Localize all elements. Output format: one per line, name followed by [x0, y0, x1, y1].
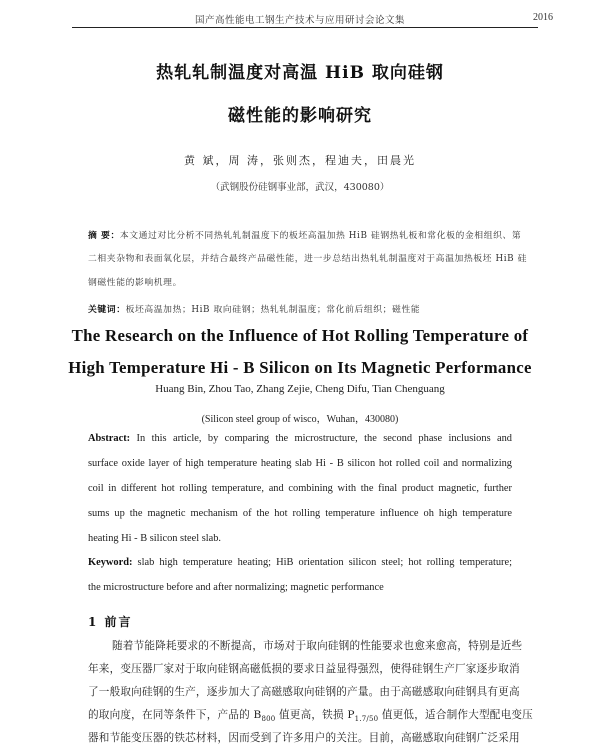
- affiliation-en: (Silicon steel group of wisco，Wuhan，430080): [201, 414, 399, 425]
- abstract-cn-line1: [88, 228, 521, 241]
- header-rule: [72, 27, 538, 28]
- abstract-en-line1: [88, 433, 512, 444]
- title-en-line2: High Temperature Hi - B Silicon on Its Magnetic Performance: [68, 358, 532, 377]
- title-cn-line2: 磁性能的影响研究: [228, 106, 372, 126]
- running-header: 国产高性能电工钢生产技术与应用研讨会论文集: [194, 16, 405, 26]
- body-line1: 随着节能降耗要求的不断提高，市场对于取向硅钢的性能要求也愈来愈高，特别是近些: [112, 640, 523, 652]
- body-line4-c: 值更高，铁损 P: [275, 709, 355, 721]
- keywords-cn-label: 关键词：: [88, 305, 126, 315]
- abstract-en-line5: heating Hi - B silicon steel slab.: [88, 533, 222, 544]
- keywords-en-text: slab high temperature heating; HiB orientation silicon steel; hot rolling temperature;: [137, 557, 512, 568]
- body-line2: 年来，变压器厂家对于取向硅钢高磁低损的要求日益显得强烈，使得硅钢生产厂家逐步取消: [88, 663, 520, 675]
- authors-cn: 黄 斌，周 涛，张则杰，程迪夫，田晨光: [184, 154, 416, 167]
- body-line4-a: 的取向度，在同等条件下，产品的 B: [88, 709, 262, 721]
- abstract-en-line2: surface oxide layer of high temperature heating slab Hi - B silicon hot rolled coil and normalizing: [88, 458, 512, 469]
- keywords-cn-text: 板坯高温加热；HiB 取向硅钢；热轧轧制温度；常化前后组织；磁性能: [125, 305, 421, 315]
- abstract-cn-label: 摘 要：: [88, 231, 120, 241]
- body-line5: 器和节能变压器的铁芯材料，因而受到了许多用户的关注。目前，高磁感取向硅钢广泛采用: [88, 732, 520, 744]
- section-heading: 1 前言: [88, 615, 133, 629]
- abstract-en-text: In this article, by comparing the microstructure, the second phase inclusions and: [136, 433, 512, 444]
- p-subscript: 1.7/50: [354, 715, 379, 724]
- keywords-en-label: Keyword:: [88, 557, 133, 568]
- abstract-cn-line2: 二相夹杂物和表面氧化层，并结合最终产品磁性能，进一步总结出热轧轧制温度对于高温加热板坯 HiB 硅: [88, 254, 528, 264]
- keywords-en-line1: [88, 557, 512, 568]
- body-line4-e: 值更低，适合制作大型配电变压: [378, 709, 533, 721]
- title-en-line1: The Research on the Influence of Hot Rolling Temperature of: [71, 326, 529, 345]
- title-cn-line1: 热轧轧制温度对高温 HiB 取向硅钢: [156, 63, 444, 83]
- abstract-en-line3: coil in different hot rolling temperature, and combining with the final product magnetic, further: [88, 483, 512, 494]
- abstract-en-line4: sums up the magnetic mechanism of the hot rolling temperature influence oh high temperature: [88, 508, 512, 519]
- body-line3: 了一般取向硅钢的生产，逐步加大了高磁感取向硅钢的产量。由于高磁感取向硅钢具有更高: [88, 686, 520, 698]
- keywords-cn: [88, 302, 420, 315]
- b800-subscript: 800: [261, 715, 276, 724]
- abstract-cn-line3: 钢磁性能的影响机理。: [88, 278, 182, 288]
- abstract-cn-text: 本文通过对比分析不同热轧轧制温度下的板坯高温加热 HiB 硅钢热轧板和常化板的金相组织、第: [119, 231, 522, 241]
- authors-en: Huang Bin, Zhou Tao, Zhang Zejie, Cheng Difu, Tian Chenguang: [155, 383, 445, 395]
- abstract-en-label: Abstract:: [88, 433, 131, 444]
- header-year: 2016: [533, 12, 553, 23]
- affiliation-cn: （武钢股份硅钢事业部，武汉，430080）: [210, 182, 390, 193]
- keywords-en-line2: the microstructure before and after normalizing; magnetic performance: [88, 582, 384, 593]
- body-line4: [88, 707, 533, 724]
